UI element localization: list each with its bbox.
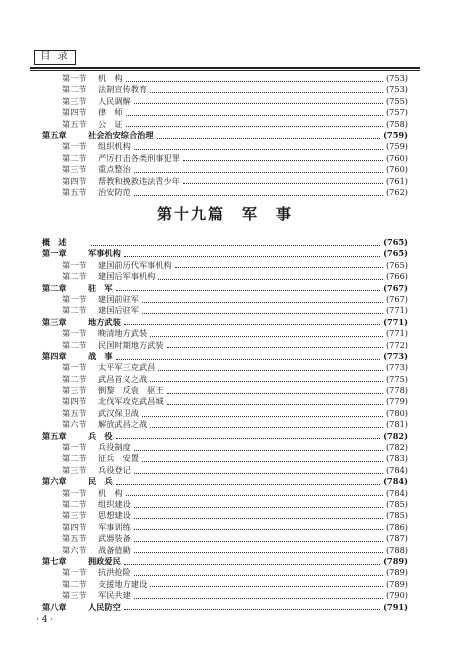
toc-entry-title: 地方武装	[88, 316, 121, 327]
toc-entry-page: (773)	[385, 362, 408, 373]
toc-entry-number: 第五节	[62, 186, 87, 197]
dot-leader	[150, 424, 383, 428]
toc-entry-number: 第五节	[62, 118, 87, 129]
toc-entry-title: 建国前驻军	[98, 293, 139, 304]
toc-list-main	[42, 237, 408, 613]
toc-entry-title: 战备值勤	[98, 544, 131, 555]
toc-entry-page: (784)	[385, 464, 408, 475]
toc-entry-section	[42, 96, 408, 107]
toc-entry-page: (771)	[385, 328, 408, 339]
toc-entry-section	[42, 153, 408, 164]
toc-list-top	[42, 73, 408, 198]
toc-entry-page: (782)	[385, 442, 408, 453]
toc-entry-chapter	[42, 351, 408, 362]
dot-leader	[150, 333, 383, 337]
toc-entry-chapter	[42, 248, 408, 259]
toc-entry-title: 重点整治	[98, 164, 131, 175]
toc-entry-title: 严厉打击各类刑事犯罪	[98, 152, 180, 163]
toc-entry-chapter	[42, 130, 408, 141]
dot-leader	[134, 515, 383, 519]
toc-entry-title: 武昌首义之战	[98, 373, 148, 384]
toc-entry-page: (767)	[385, 293, 408, 304]
toc-entry-section	[42, 499, 408, 510]
toc-entry-chapter	[42, 237, 408, 248]
toc-entry-section	[42, 187, 408, 198]
header-rule-thin	[30, 70, 420, 71]
toc-entry-title: 解放武昌之战	[98, 419, 148, 430]
toc-entry-section	[42, 453, 408, 464]
toc-entry-page: (790)	[385, 590, 408, 601]
toc-entry-number: 第一章	[42, 248, 67, 259]
dot-leader	[134, 169, 383, 173]
dot-leader	[183, 157, 383, 161]
toc-entry-chapter	[42, 317, 408, 328]
toc-entry-section	[42, 73, 408, 84]
toc-entry-title: 民 兵	[88, 476, 113, 487]
toc-entry-page: (780)	[385, 407, 408, 418]
dot-leader	[126, 123, 383, 127]
toc-entry-number: 第四节	[62, 396, 87, 407]
dot-leader	[116, 481, 381, 485]
toc-entry-title: 思想建设	[98, 510, 131, 521]
toc-entry-section	[42, 408, 408, 419]
toc-entry-page: (767)	[383, 282, 408, 293]
toc-entry-number: 第五节	[62, 533, 87, 544]
dot-leader	[134, 470, 383, 474]
toc-entry-title: 组织建设	[98, 498, 131, 509]
toc-entry-section	[42, 141, 408, 152]
dot-leader	[124, 321, 380, 325]
toc-entry-chapter	[42, 431, 408, 442]
toc-entry-title: 战 事	[88, 350, 113, 361]
dot-leader	[134, 100, 383, 104]
toc-entry-section	[42, 328, 408, 339]
dot-leader	[116, 435, 381, 439]
dot-leader	[124, 606, 380, 610]
toc-entry-title: 武汉保卫战	[98, 407, 139, 418]
dot-leader	[167, 390, 383, 394]
toc-entry-title: 建国后驻军	[98, 305, 139, 316]
toc-entry-number: 第二节	[62, 305, 87, 316]
toc-entry-page: (783)	[385, 453, 408, 464]
dot-leader	[126, 492, 383, 496]
toc-entry-section	[42, 107, 408, 118]
toc-entry-page: (773)	[383, 350, 408, 361]
toc-entry-page: (779)	[385, 396, 408, 407]
toc-entry-title: 机 构	[98, 487, 123, 498]
toc-entry-number: 第五章	[42, 430, 67, 441]
toc-entry-section	[42, 294, 408, 305]
toc-entry-number: 第二节	[62, 453, 87, 464]
toc-entry-title: 人民防空	[88, 601, 121, 612]
toc-entry-section	[42, 362, 408, 373]
toc-entry-number: 第二节	[62, 271, 87, 282]
toc-entry-number: 第四节	[62, 175, 87, 186]
toc-entry-page: (757)	[385, 107, 408, 118]
toc-entry-title: 军事机构	[88, 248, 121, 259]
toc-entry-title: 民国时期地方武装	[98, 339, 164, 350]
toc-entry-page: (791)	[383, 601, 408, 612]
toc-entry-title: 组织机构	[98, 141, 131, 152]
toc-entry-chapter	[42, 476, 408, 487]
toc-entry-title: 公 证	[98, 118, 123, 129]
toc-entry-section	[42, 305, 408, 316]
toc-entry-page: (753)	[385, 73, 408, 83]
toc-entry-section	[42, 176, 408, 187]
toc-entry-section	[42, 419, 408, 430]
toc-entry-number: 第三节	[62, 385, 87, 396]
toc-entry-chapter	[42, 556, 408, 567]
toc-entry-section	[42, 488, 408, 499]
toc-entry-number: 第三节	[62, 464, 87, 475]
toc-entry-number: 第一节	[62, 73, 87, 83]
toc-entry-section	[42, 533, 408, 544]
toc-entry-number: 第一节	[62, 259, 87, 270]
toc-entry-number: 第二节	[62, 498, 87, 509]
dot-leader	[134, 526, 383, 530]
toc-entry-title: 支援地方建设	[98, 578, 148, 589]
toc-entry-page: (785)	[385, 510, 408, 521]
toc-entry-page: (782)	[383, 430, 408, 441]
toc-entry-section	[42, 260, 408, 271]
toc-entry-number: 第一节	[62, 141, 87, 152]
toc-entry-title: 法制宣传教育	[98, 84, 148, 95]
toc-entry-page: (755)	[385, 95, 408, 106]
toc-entry-title: 机 构	[98, 73, 123, 83]
header-label: 目 录	[34, 50, 76, 65]
toc-entry-section	[42, 271, 408, 282]
dot-leader	[150, 583, 383, 587]
toc-entry-page: (766)	[385, 271, 408, 282]
toc-entry-page: (789)	[385, 578, 408, 589]
dot-leader	[157, 135, 381, 139]
toc-entry-number: 第八章	[42, 601, 67, 612]
dot-leader	[124, 561, 380, 565]
toc-entry-number: 第三章	[42, 316, 67, 327]
toc-entry-section	[42, 545, 408, 556]
dot-leader	[134, 192, 383, 196]
toc-entry-section	[42, 522, 408, 533]
toc-entry-number: 第三节	[62, 590, 87, 601]
toc-entry-page: (778)	[385, 385, 408, 396]
toc-entry-page: (771)	[383, 316, 408, 327]
toc-entry-title: 建国前历代军事机构	[98, 259, 172, 270]
toc-entry-number: 第三节	[62, 164, 87, 175]
toc-entry-title: 治安防范	[98, 186, 131, 197]
toc-entry-page: (786)	[385, 521, 408, 532]
toc-entry-title: 驻 军	[88, 282, 113, 293]
toc-entry-page: (784)	[385, 487, 408, 498]
toc-entry-number: 第四章	[42, 350, 67, 361]
toc-entry-page: (785)	[385, 498, 408, 509]
toc-entry-number: 第一节	[62, 567, 87, 578]
toc-entry-page: (788)	[385, 544, 408, 555]
toc-entry-title: 建国后军事机构	[98, 271, 156, 282]
toc-entry-section	[42, 385, 408, 396]
toc-entry-title: 晚清地方武装	[98, 328, 148, 339]
toc-entry-section	[42, 84, 408, 95]
dot-leader	[126, 112, 383, 116]
toc-entry-title: 征兵 安置	[98, 453, 139, 464]
toc-entry-page: (760)	[385, 164, 408, 175]
header-rule	[30, 67, 420, 69]
toc-entry-title: 帮教和挽救违法青少年	[98, 175, 180, 186]
toc-entry-section	[42, 579, 408, 590]
toc-entry-section	[42, 465, 408, 476]
toc-entry-number: 概 述	[42, 237, 67, 247]
dot-leader	[142, 310, 383, 314]
dot-leader	[134, 549, 383, 553]
toc-entry-number: 第二节	[62, 84, 87, 95]
toc-entry-number: 第七章	[42, 555, 67, 566]
toc-entry-number: 第一节	[62, 293, 87, 304]
toc-entry-page: (784)	[383, 476, 408, 487]
toc-entry-title: 律 师	[98, 107, 123, 118]
toc-entry-page: (789)	[385, 567, 408, 578]
toc-entry-section	[42, 374, 408, 385]
dot-leader	[91, 242, 380, 246]
dot-leader	[158, 276, 383, 280]
toc-entry-number: 第四节	[62, 521, 87, 532]
toc-entry-page: (775)	[385, 373, 408, 384]
toc-entry-section	[42, 442, 408, 453]
toc-entry-number: 第二章	[42, 282, 67, 293]
dot-leader	[142, 413, 383, 417]
toc-entry-chapter	[42, 283, 408, 294]
dot-leader	[134, 572, 383, 576]
toc-entry-page: (789)	[383, 555, 408, 566]
toc-entry-page: (759)	[385, 141, 408, 152]
toc-entry-number: 第六节	[62, 419, 87, 430]
dot-leader	[124, 253, 380, 257]
part-title: 第十九篇 军 事	[156, 205, 293, 223]
dot-leader	[134, 538, 383, 542]
toc-entry-number: 第六节	[62, 544, 87, 555]
dot-leader	[116, 287, 381, 291]
toc-entry-number: 第四节	[62, 107, 87, 118]
toc-entry-number: 第三节	[62, 510, 87, 521]
toc-entry-title: 兵 役	[88, 430, 113, 441]
toc-entry-title: 军民共建	[98, 590, 131, 601]
dot-leader	[142, 458, 383, 462]
toc-entry-number: 第五章	[42, 129, 67, 140]
toc-entry-number: 第二节	[62, 578, 87, 589]
toc-entry-section	[42, 340, 408, 351]
toc-entry-page: (765)	[383, 237, 408, 247]
toc-entry-page: (787)	[385, 533, 408, 544]
dot-leader	[134, 447, 383, 451]
toc-entry-section	[42, 164, 408, 175]
toc-entry-number: 第一节	[62, 328, 87, 339]
dot-leader	[167, 401, 383, 405]
toc-entry-title: 军事训练	[98, 521, 131, 532]
toc-entry-title: 人民调解	[98, 95, 131, 106]
toc-entry-page: (765)	[385, 259, 408, 270]
dot-leader	[142, 299, 383, 303]
dot-leader	[167, 344, 383, 348]
dot-leader	[116, 356, 381, 360]
toc-entry-number: 第一节	[62, 362, 87, 373]
toc-entry-page: (765)	[383, 248, 408, 259]
toc-entry-number: 第二节	[62, 152, 87, 163]
toc-entry-number: 第一节	[62, 487, 87, 498]
toc-entry-title: 北伐军攻克武昌城	[98, 396, 164, 407]
toc-entry-page: (760)	[385, 152, 408, 163]
toc-entry-section	[42, 510, 408, 521]
dot-leader	[175, 264, 383, 268]
toc-entry-number: 第二节	[62, 339, 87, 350]
toc-entry-number: 第一节	[62, 442, 87, 453]
toc-entry-page: (771)	[385, 305, 408, 316]
dot-leader	[150, 89, 383, 93]
toc-entry-section	[42, 396, 408, 407]
toc-entry-page: (753)	[385, 84, 408, 95]
toc-entry-title: 抗洪抢险	[98, 567, 131, 578]
toc-entry-title: 兵役登记	[98, 464, 131, 475]
dot-leader	[134, 595, 383, 599]
toc-entry-number: 第三节	[62, 95, 87, 106]
dot-leader	[158, 367, 383, 371]
toc-entry-section	[42, 119, 408, 130]
toc-entry-chapter	[42, 602, 408, 613]
toc-entry-title: 倒黎 反袁 驱王	[98, 385, 164, 396]
toc-entry-page: (758)	[385, 118, 408, 129]
toc-entry-section	[42, 567, 408, 578]
toc-entry-number: 第五节	[62, 407, 87, 418]
toc-entry-title: 社会治安综合治理	[88, 129, 154, 140]
dot-leader	[134, 146, 383, 150]
toc-entry-page: (772)	[385, 339, 408, 350]
toc-entry-page: (759)	[383, 129, 408, 140]
toc-entry-title: 太平军三克武昌	[98, 362, 156, 373]
dot-leader	[150, 378, 383, 382]
dot-leader	[183, 180, 383, 184]
toc-entry-title: 武器装备	[98, 533, 131, 544]
dot-leader	[126, 78, 383, 82]
toc-entry-title: 兵役制度	[98, 442, 131, 453]
page-number: · 4 ·	[36, 615, 54, 625]
dot-leader	[134, 504, 383, 508]
toc-entry-page: (781)	[385, 419, 408, 430]
toc-entry-number: 第六章	[42, 476, 67, 487]
toc-entry-page: (761)	[385, 175, 408, 186]
toc-entry-page: (762)	[385, 186, 408, 197]
toc-entry-title: 拥政爱民	[88, 555, 121, 566]
toc-entry-number: 第二节	[62, 373, 87, 384]
toc-entry-section	[42, 590, 408, 601]
